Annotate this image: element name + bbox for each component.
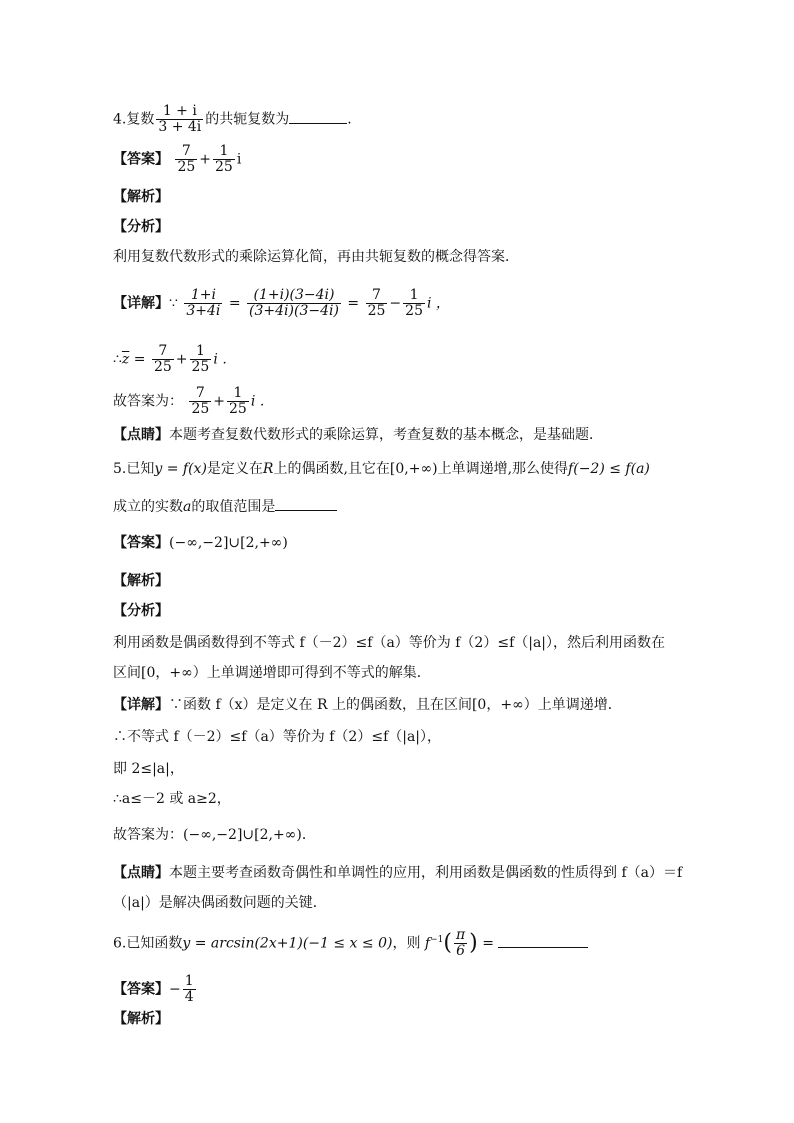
q4-summary: 【点睛】本题考查复数代数形式的乘除运算，考查复数的基本概念，是基础题． [113,427,603,443]
q4-fraction: $\frac{1 + i}{3 + 4i}$ [158,103,202,135]
q4-detail: 【详解】∵ $\frac{1+i}{3+4i}$ = $\frac{(1+i)(3-4i)}{(3+4i)(3-4i)}$ = $\frac{7}{25}$ − $\frac{1}{25}$ i ， [113,287,450,319]
q4-question: 4.复数 $\frac{1 + i}{3 + 4i}$ 的共轭复数为 . [113,103,352,135]
q4-jiexi-label: 【解析】 [113,189,169,205]
q4-answer: 【答案】 $\frac{7}{25}$ + $\frac{1}{25}$ i [113,143,242,175]
q5-detail-1: 【详解】∵函数 f（x）是定义在 R 上的偶函数，且在区间[0，+∞）上单调递增． [113,697,622,713]
q5-question-line2: 成立的实数a的取值范围是 [113,498,337,516]
q5-question-line1: 5.已知y = f(x)是定义在R上的偶函数,且它在[0,+∞)上单调递增,那么使得f(−2) ≤ f(a) [113,461,650,477]
q5-final: 故答案为：(−∞,−2]∪[2,+∞)． [113,827,316,843]
q6-question: 6.已知函数y = arcsin(2x+1)(−1 ≤ x ≤ 0)，则 $f^{-1}$( $\frac{\pi}{6}$ ) = [113,928,588,959]
answer-blank [498,935,588,948]
q4-fenxi-label: 【分析】 [113,219,169,235]
answer-blank [289,111,347,124]
answer-blank [275,498,337,511]
q5-detail-3: 即 2≤|a|， [113,761,184,777]
q5-jiexi-label: 【解析】 [113,573,169,589]
q6-answer: 【答案】− $\frac{1}{4}$ [113,973,194,1005]
answer-label: 【答案】 [113,151,169,168]
q5-summary-2: （|a|）是解决偶函数问题的关键． [113,895,327,911]
q4-final: 故答案为： $\frac{7}{25}$ + $\frac{1}{25}$ i ． [113,385,274,417]
q6-jiexi-label: 【解析】 [113,1011,169,1027]
q5-summary-1: 【点睛】本题主要考查函数奇偶性和单调性的应用，利用函数是偶函数的性质得到 f（a）＝f [113,865,683,881]
q5-analysis-1: 利用函数是偶函数得到不等式 f（－2）≤f（a）等价为 f（2）≤f（|a|），然后利用函数在 [113,635,666,651]
q4-analysis: 利用复数代数形式的乘除运算化简，再由共轭复数的概念得答案． [113,249,519,265]
q5-answer: 【答案】(−∞,−2]∪[2,+∞) [113,535,288,551]
q4-therefore: $\therefore\overline{z}$ = $\frac{7}{25}$ + $\frac{1}{25}$ i ． [113,343,237,375]
q5-detail-4: ∴a≤－2 或 a≥2， [113,791,231,807]
q5-fenxi-label: 【分析】 [113,603,169,619]
q5-detail-2: ∴不等式 f（－2）≤f（a）等价为 f（2）≤f（|a|）， [113,729,442,745]
q4-number: 4. [113,111,127,128]
q5-analysis-2: 区间[0，+∞）上单调递增即可得到不等式的解集． [113,665,431,681]
